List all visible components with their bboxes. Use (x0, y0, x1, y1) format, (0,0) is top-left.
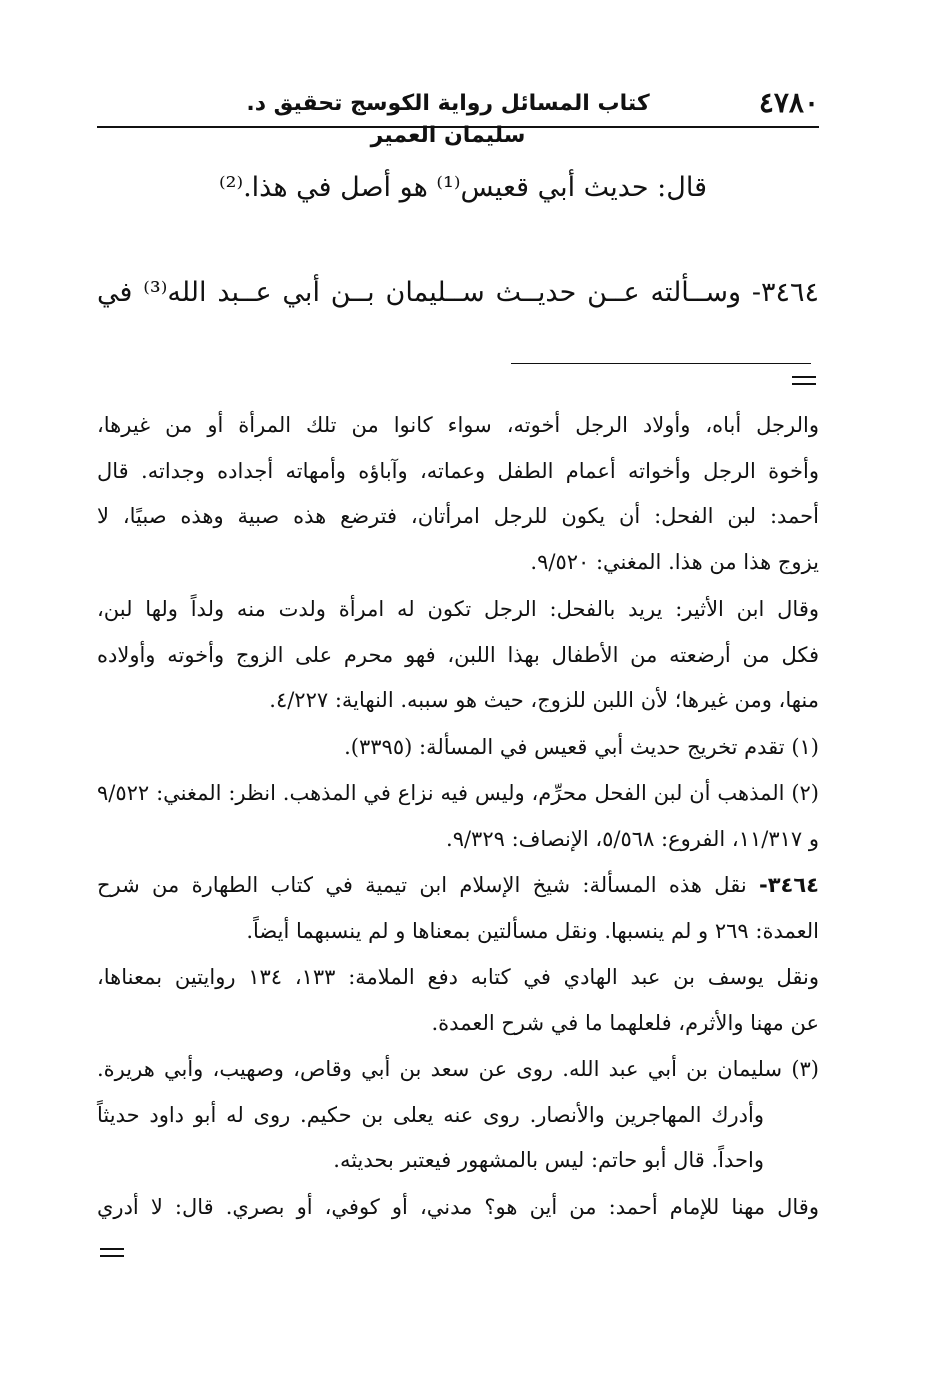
yusuf-paragraph (97, 955, 819, 1046)
footnote-line: وقال ابن الأثير: يريد بالفحل: الرجل تكون له امرأة ولدت منه ولداً ولها لبن، (97, 597, 819, 621)
footnote-line: (٢) المذهب أن لبن الفحل محرِّم، وليس فيه نزاع في المذهب. انظر: المغني: ٩/٥٢٢ (97, 781, 819, 805)
footnote-line: أحمد: لبن الفحل: أن يكون للرجل امرأتان، فترضع هذه صبية وهذه صبيًا، لا (97, 504, 819, 529)
note-number: ٣٤٦٤- (758, 873, 819, 897)
continuation-mark-bottom (100, 1248, 124, 1257)
footnote-line: منها، ومن غيرها؛ لأن اللبن للزوج، حيث هو سببه. النهاية: ٤/٢٢٧. (269, 688, 819, 713)
footnote-line: و ١١/٣١٧، الفروع: ٥/٥٦٨، الإنصاف: ٩/٣٢٩. (446, 826, 819, 851)
running-title: كتاب المسائل رواية الكوسج تحقيق د. سليمان العمير (246, 91, 650, 148)
footnote-line: وأدرك المهاجرين والأنصار. روى عنه يعلى بن حكيم. روى له أبو داود حديثاً (97, 1102, 764, 1127)
header-rule (97, 126, 819, 128)
main-text-line-1: قال: حديث أبي قعيس⁽¹⁾ هو أصل في هذا.⁽²⁾ (219, 172, 707, 203)
footnote-line: وقال مهنا للإمام أحمد: من أين هو؟ مدني، أو كوفي، أو بصري. قال: لا أدري (97, 1195, 819, 1219)
footnote-line: (٣) سليمان بن أبي عبد الله. روى عن سعد بن أبي وقاص، وصهيب، وأبي هريرة. (97, 1057, 819, 1081)
footnote-separator (511, 363, 811, 364)
continued-footnote (97, 403, 819, 585)
page-header (97, 84, 819, 148)
footnote-line: يزوج هذا من هذا. المغني: ٩/٥٢٠. (530, 549, 819, 574)
footnote-line: (١) تقدم تخريج حديث أبي قعيس في المسألة: (٣٣٩٥). (344, 735, 819, 759)
footnote-2 (97, 771, 819, 862)
footnote-line: العمدة: ٢٦٩ و لم ينسبها. ونقل مسألتين بمعناها و لم ينسبهما أيضاً. (246, 918, 819, 943)
page-number: ٤٧٨٠ (758, 86, 819, 119)
footnote-line: عن مهنا والأثرم، فلعلهما ما في شرح العمدة. (431, 1010, 819, 1035)
continuation-mark-top (792, 376, 816, 385)
footnote-line: فكل من أرضعته من الأطفال بهذا اللبن، فهو محرم على الزوج وأخوته وأولاده (97, 642, 819, 667)
muhanna-paragraph (97, 1185, 819, 1231)
footnote-3 (97, 1047, 819, 1184)
main-text-line-2: ٣٤٦٤- وســألته عــن حديــث ســليمان بــن أبي عــبد الله⁽³⁾ في (97, 277, 819, 308)
footnote-line: والرجل أباه، وأولاد الرجل أخوته، سواء كانوا من تلك المرأة أو من غيرها، (97, 413, 819, 437)
footnote-line: ونقل يوسف بن عبد الهادي في كتابه دفع الملامة: ١٣٣، ١٣٤ روايتين بمعناها، (97, 965, 820, 989)
note-3464 (97, 863, 819, 954)
footnote-line: واحداً. قال أبو حاتم: ليس بالمشهور فيعتبر بحديثه. (333, 1148, 764, 1173)
footnote-line: وأخوة الرجل وأخواته أعمام الطفل وعماته، وآباؤه وأمهاته أجداده وجداته. قال (97, 458, 819, 483)
footnote-line (97, 863, 819, 909)
footnote-1 (97, 725, 819, 771)
note-text: نقل هذه المسألة: شيخ الإسلام ابن تيمية في كتاب الطهارة من شرح (97, 873, 747, 897)
ibn-athir-paragraph (97, 587, 819, 724)
